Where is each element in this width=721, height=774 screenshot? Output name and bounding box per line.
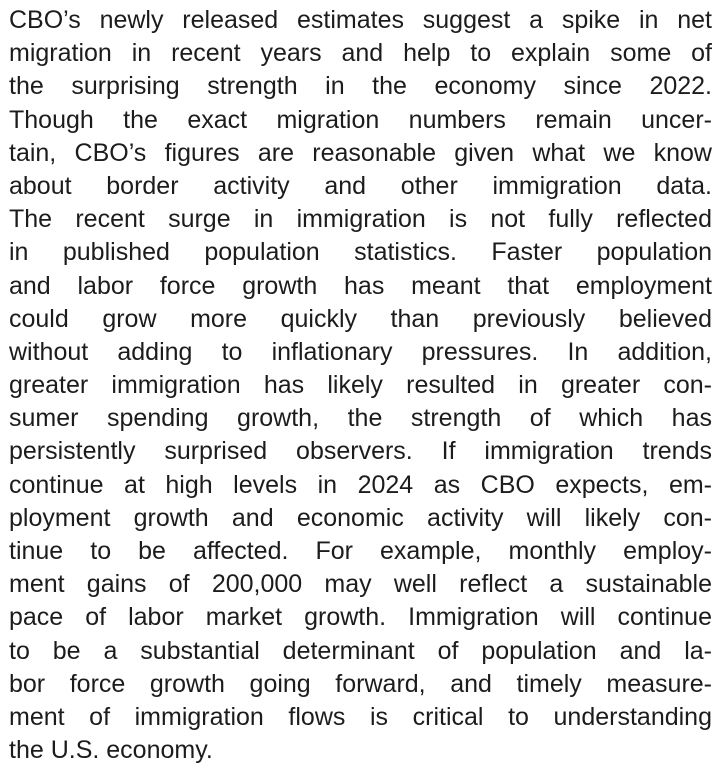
text-line: ment gains of 200,000 may well reflect a sustainable [9,570,712,599]
text-line: persistently surprised observers. If immigration trends [9,437,712,466]
text-line: could grow more quickly than previously believed [9,304,712,333]
text-line: in published population statistics. Faster population [9,238,712,267]
text-line: greater immigration has likely resulted in greater con- [9,371,712,400]
text-line: bor force growth going forward, and timely measure- [9,669,712,698]
text-line: ployment growth and economic activity will likely con- [9,503,712,532]
text-line: continue at high levels in 2024 as CBO expects, em- [9,470,712,499]
text-line: the surprising strength in the economy since 2022. [9,72,712,101]
text-line: to be a substantial determinant of population and la- [9,636,712,665]
text-line: ment of immigration flows is critical to understanding [9,702,712,731]
text-line: tinue to be affected. For example, monthly employ- [9,537,712,565]
text-line: sumer spending growth, the strength of which has [9,404,712,433]
text-line: and labor force growth has meant that employment [9,271,712,300]
text-line: CBO’s newly released estimates suggest a spike in net [9,6,712,34]
text-line: without adding to inflationary pressures. In addition, [9,337,712,366]
body-paragraph [9,4,712,767]
text-line: Though the exact migration numbers remain uncer- [9,105,712,134]
text-line: about border activity and other immigration data. [9,171,712,200]
text-line: migration in recent years and help to explain some of [9,39,712,68]
text-line: pace of labor market growth. Immigration will continue [9,603,712,632]
text-line: tain, CBO’s figures are reasonable given what we know [9,138,712,167]
text-line: the U.S. economy. [9,736,213,765]
text-line: The recent surge in immigration is not fully reflected [9,205,712,234]
